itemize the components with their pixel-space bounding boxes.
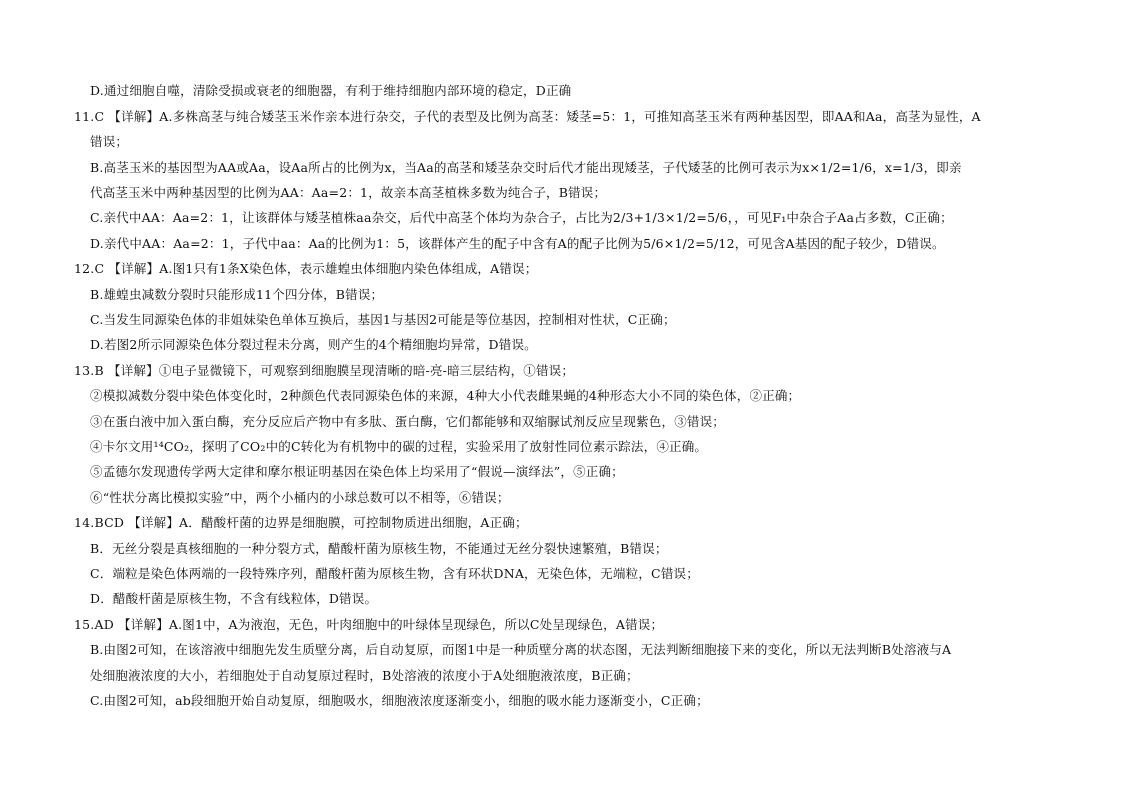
text-line: ④卡尔文用¹⁴CO₂，探明了CO₂中的C转化为有机物中的碳的过程，实验采用了放射性同位素示踪法，④正确。 (90, 439, 708, 454)
text-line: 错误； (90, 134, 129, 149)
text-line: 15.AD 【详解】A.图1中，A为液泡，无色，叶肉细胞中的叶绿体呈现绿色，所以C处呈现绿色，A错误； (74, 617, 664, 632)
text-line: ③在蛋白液中加入蛋白酶，充分反应后产物中有多肽、蛋白酶，它们都能够和双缩脲试剂反应呈现紫色，③错误； (90, 414, 726, 429)
text-line: B.高茎玉米的基因型为AA或Aa，设Aa所占的比例为x，当Aa的高茎和矮茎杂交时后代才能出现矮茎，子代矮茎的比例可表示为x×1/2=1/6，x=1/3，即亲 (90, 160, 962, 175)
text-line: C.由图2可知，ab段细胞开始自动复原，细胞吸水，细胞液浓度逐渐变小，细胞的吸水能力逐渐变小，C正确； (90, 693, 709, 708)
text-line: 代高茎玉米中两种基因型的比例为AA：Aa=2：1，故亲本高茎植株多数为纯合子，B错误； (90, 185, 607, 200)
text-line: 13.B 【详解】①电子显微镜下，可观察到细胞膜呈现清晰的暗-亮-暗三层结构，①错误； (74, 363, 575, 378)
text-line: B.由图2可知，在该溶液中细胞先发生质壁分离，后自动复原，而图1中是一种质壁分离的状态图，无法判断细胞接下来的变化，所以无法判断B处溶液与A (90, 642, 952, 657)
text-line: C.当发生同源染色体的非姐妹染色单体互换后，基因1与基因2可能是等位基因，控制相对性状，C正确； (90, 312, 676, 327)
text-line: C.亲代中AA：Aa=2：1，让该群体与矮茎植株aa杂交，后代中高茎个体均为杂合子，占比为2/3+1/3×1/2=5/6，，可见F₁中杂合子Aa占多数，C正确； (90, 210, 953, 225)
text-line: ⑤孟德尔发现遗传学两大定律和摩尔根证明基因在染色体上均采用了“假说—演绎法”，⑤正确； (90, 464, 624, 479)
text-line: C．端粒是染色体两端的一段特殊序列，醋酸杆菌为原核生物，含有环状DNA，无染色体，无端粒，C错误； (90, 566, 699, 581)
text-line: D.亲代中AA：Aa=2：1，子代中aa：Aa的比例为1：5，该群体产生的配子中含有A的配子比例为5/6×1/2=5/12，可见含A基因的配子较少，D错误。 (90, 236, 945, 251)
text-line: B.雄蝗虫减数分裂时只能形成11个四分体，B错误； (90, 287, 384, 302)
text-line: B．无丝分裂是真核细胞的一种分裂方式，醋酸杆菌为原核生物，不能通过无丝分裂快速繁殖，B错误； (90, 541, 668, 556)
text-line: 处细胞液浓度的大小，若细胞处于自动复原过程时，B处溶液的浓度小于A处细胞液浓度，B正确； (90, 668, 639, 683)
text-line: ⑥“性状分离比模拟实验”中，两个小桶内的小球总数可以不相等，⑥错误； (90, 490, 510, 505)
text-line: D．醋酸杆菌是原核生物，不含有线粒体，D错误。 (90, 591, 378, 606)
text-line: ②模拟减数分裂中染色体变化时，2种颜色代表同源染色体的来源，4种大小代表雌果蝇的4种形态大小不同的染色体，②正确； (90, 388, 801, 403)
text-line: 12.C 【详解】A.图1只有1条X染色体，表示雄蝗虫体细胞内染色体组成，A错误； (74, 261, 538, 276)
text-line: 11.C 【详解】A.多株高茎与纯合矮茎玉米作亲本进行杂交，子代的表型及比例为高茎：矮茎=5：1，可推知高茎玉米有两种基因型，即AA和Aa，高茎为显性，A (74, 109, 981, 124)
text-line: 14.BCD 【详解】A．醋酸杆菌的边界是细胞膜，可控制物质进出细胞，A正确； (74, 515, 528, 530)
text-line: D.通过细胞自噬，清除受损或衰老的细胞器，有利于维持细胞内部环境的稳定，D正确 (90, 83, 572, 98)
text-line: D.若图2所示同源染色体分裂过程未分离，则产生的4个精细胞均异常，D错误。 (90, 337, 537, 352)
